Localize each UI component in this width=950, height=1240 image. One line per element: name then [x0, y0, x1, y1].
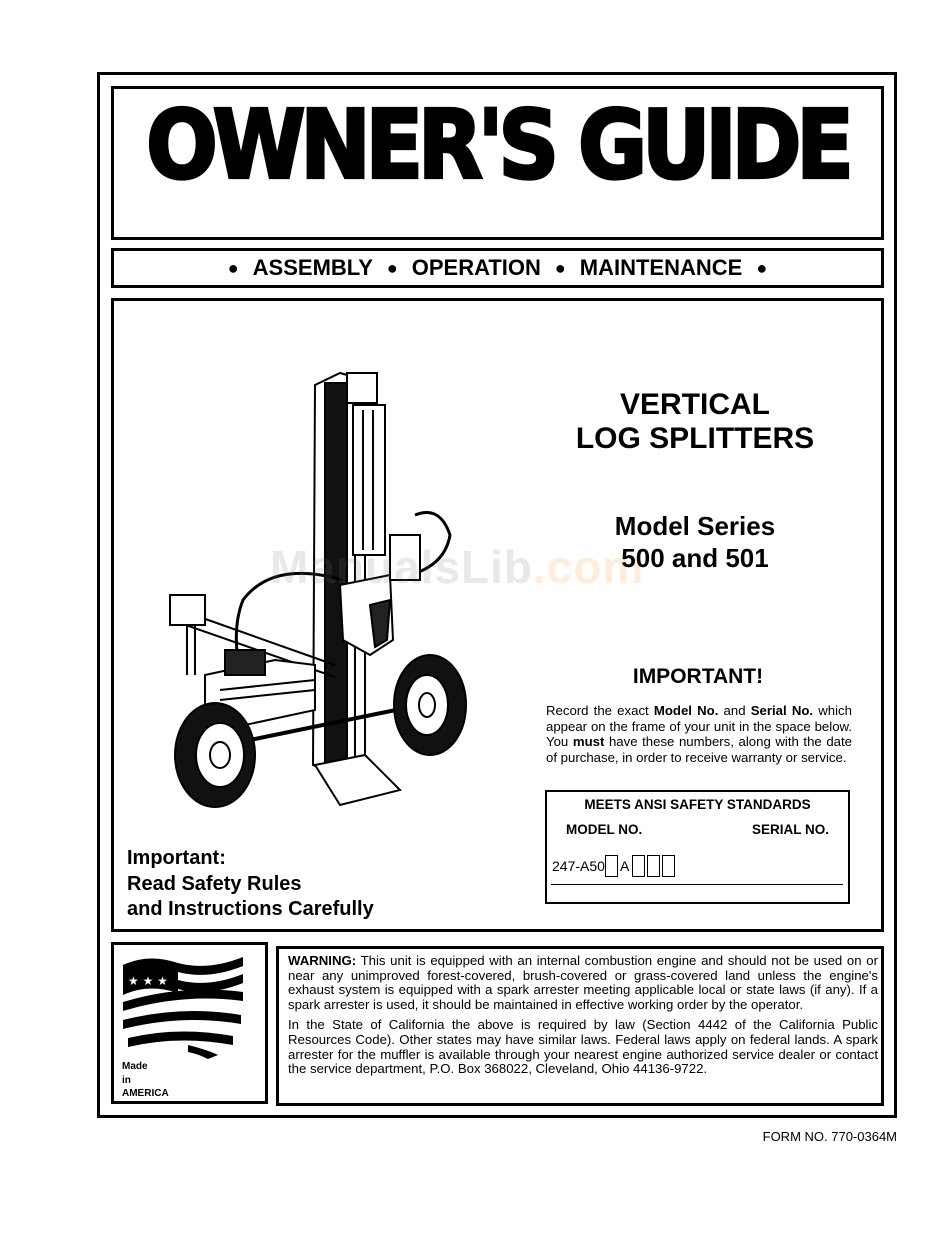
product-title	[540, 388, 850, 456]
safety-note-line1: Important:	[127, 847, 226, 869]
model-number-field	[552, 855, 677, 877]
warning-paragraph-1	[288, 954, 878, 1012]
warning-label: WARNING:	[288, 953, 357, 968]
model-digit-box	[647, 855, 660, 877]
warning-p1: This unit is equipped with an internal combustion engine and should not be used on or near any unimproved forest-covered, brush-covered or grass-covered land unless the engine's exhaust system is equipped with a spark arrester meeting applicable local or state laws (if any). If a spark arrester is used, it should be maintained in effective working order by the operator.	[288, 953, 878, 1012]
country-text: AMERICA	[122, 1088, 169, 1099]
important-text-serial: Serial No.	[750, 703, 814, 718]
model-mid: A	[619, 858, 630, 874]
bullet-icon: ●	[554, 257, 566, 278]
model-series-label: Model Series	[614, 511, 776, 541]
made-text: Made	[122, 1061, 148, 1072]
model-no-label: MODEL NO.	[566, 822, 643, 837]
important-text-2: and	[718, 703, 751, 718]
safety-note-line3: and Instructions Carefully	[127, 898, 374, 920]
important-text-must: must	[572, 734, 605, 750]
bullet-icon: ●	[756, 257, 768, 278]
important-text-model: Model No.	[653, 703, 719, 718]
warning-text	[288, 954, 878, 1083]
svg-text:★ ★ ★: ★ ★ ★	[128, 974, 168, 988]
important-heading: IMPORTANT!	[632, 665, 764, 688]
bullet-icon: ●	[386, 257, 398, 278]
model-series-numbers: 500 and 501	[621, 543, 769, 573]
important-text-4: have these numbers, along with the date of purchase, in order to receive warranty or service.	[546, 734, 852, 766]
warning-paragraph-2: In the State of California the above is required by law (Section 4442 of the California Public Resources Code). Other states may have similar laws. Federal laws apply on federal lands. A spark arrester for the muffler is available through your nearest engine authorized service dealer or contact the service department, P.O. Box 368022, Cleveland, Ohio 44136-9722.	[288, 1017, 878, 1077]
product-title-line1: VERTICAL	[620, 388, 770, 421]
topic-assembly: ASSEMBLY	[252, 255, 373, 280]
model-prefix: 247-A50	[552, 858, 605, 874]
page-title: OWNER'S GUIDE	[146, 90, 849, 200]
topic-operation: OPERATION	[411, 255, 541, 280]
important-text-1: Record the exact	[546, 703, 654, 718]
model-digit-box	[605, 855, 618, 877]
ansi-title: MEETS ANSI SAFETY STANDARDS	[584, 797, 811, 812]
model-series	[570, 510, 820, 574]
model-digit-box	[632, 855, 645, 877]
product-title-line2: LOG SPLITTERS	[575, 422, 815, 455]
topics-bar	[111, 248, 884, 288]
form-number: FORM NO. 770-0364M	[762, 1129, 897, 1144]
bullet-icon: ●	[227, 257, 239, 278]
important-text	[546, 703, 852, 766]
watermark-domain: .com	[533, 541, 645, 593]
safety-note-line2: Read Safety Rules	[127, 872, 302, 895]
made-in-america-label	[122, 1060, 169, 1101]
in-text: in	[122, 1074, 131, 1086]
american-flag-icon	[118, 950, 253, 1060]
serial-underline	[551, 884, 843, 885]
safety-note	[127, 846, 467, 923]
model-digit-box	[662, 855, 675, 877]
important-text-3: which appear on the frame of your unit in the space below. You	[546, 703, 852, 750]
topic-maintenance: MAINTENANCE	[579, 255, 743, 280]
serial-no-label: SERIAL NO.	[752, 822, 830, 837]
watermark-text: ManualsLib	[270, 541, 534, 593]
